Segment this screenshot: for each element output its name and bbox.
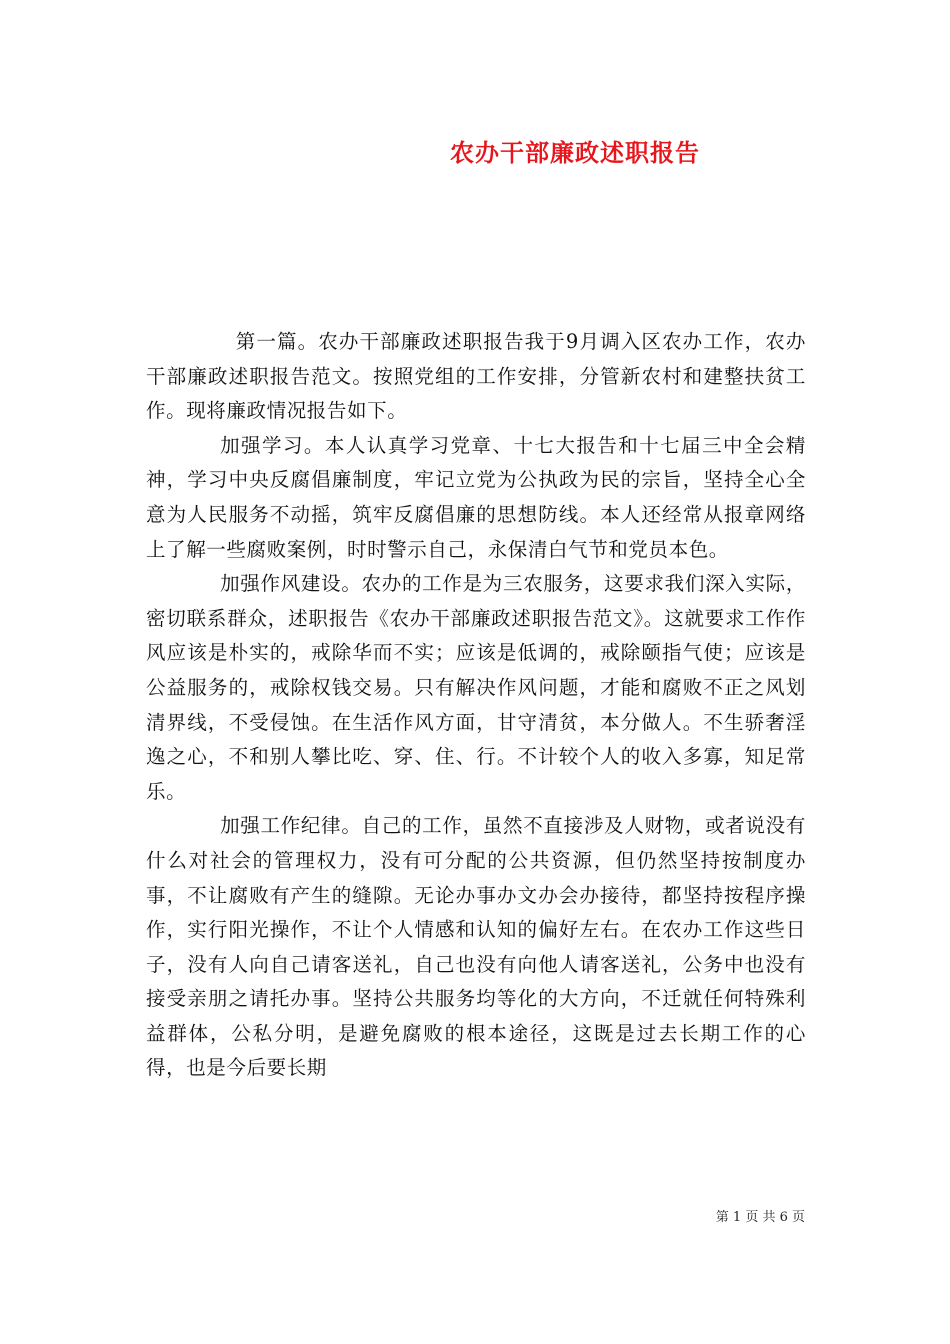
- document-title-text: 农办干部廉政述职报告: [450, 138, 700, 167]
- document-title: [0, 133, 950, 168]
- paragraph-4: 加强工作纪律。自己的工作，虽然不直接涉及人财物，或者说没有什么对社会的管理权力，没有可分配的公共资源，但仍然坚持按制度办事，不让腐败有产生的缝隙。无论办事办文办会办接待，都坚持按程序操作，实行阳光操作，不让个人情感和认知的偏好左右。在农办工作这些日子，没有人向自己请客送礼，自己也没有向他人请客送礼，公务中也没有接受亲朋之请托办事。坚持公共服务均等化的大方向，不迁就任何特殊利益群体，公私分明，是避免腐败的根本途径，这既是过去长期工作的心得，也是今后要长期: [146, 814, 806, 1080]
- page-number-footer: 第 1 页 共 6 页: [715, 1210, 805, 1225]
- document-body: [146, 325, 806, 1086]
- paragraph-2: 加强学习。本人认真学习党章、十七大报告和十七届三中全会精神，学习中央反腐倡廉制度，牢记立党为公执政为民的宗旨，坚持全心全意为人民服务不动摇，筑牢反腐倡廉的思想防线。本人还经常从报章网络上了解一些腐败案例，时时警示自己，永保清白气节和党员本色。: [146, 433, 806, 561]
- paragraph-3: 加强作风建设。农办的工作是为三农服务，这要求我们深入实际，密切联系群众，述职报告《农办干部廉政述职报告范文》。这就要求工作作风应该是朴实的，戒除华而不实；应该是低调的，戒除颐指气使；应该是公益服务的，戒除权钱交易。只有解决作风问题，才能和腐败不正之风划清界线，不受侵蚀。在生活作风方面，甘守清贫，本分做人。不生骄奢淫逸之心，不和别人攀比吃、穿、住、行。不计较个人的收入多寡，知足常乐。: [146, 572, 806, 803]
- paragraph-1: 第一篇。农办干部廉政述职报告我于9月调入区农办工作，农办干部廉政述职报告范文。按照党组的工作安排，分管新农村和建整扶贫工作。现将廉政情况报告如下。: [146, 330, 806, 423]
